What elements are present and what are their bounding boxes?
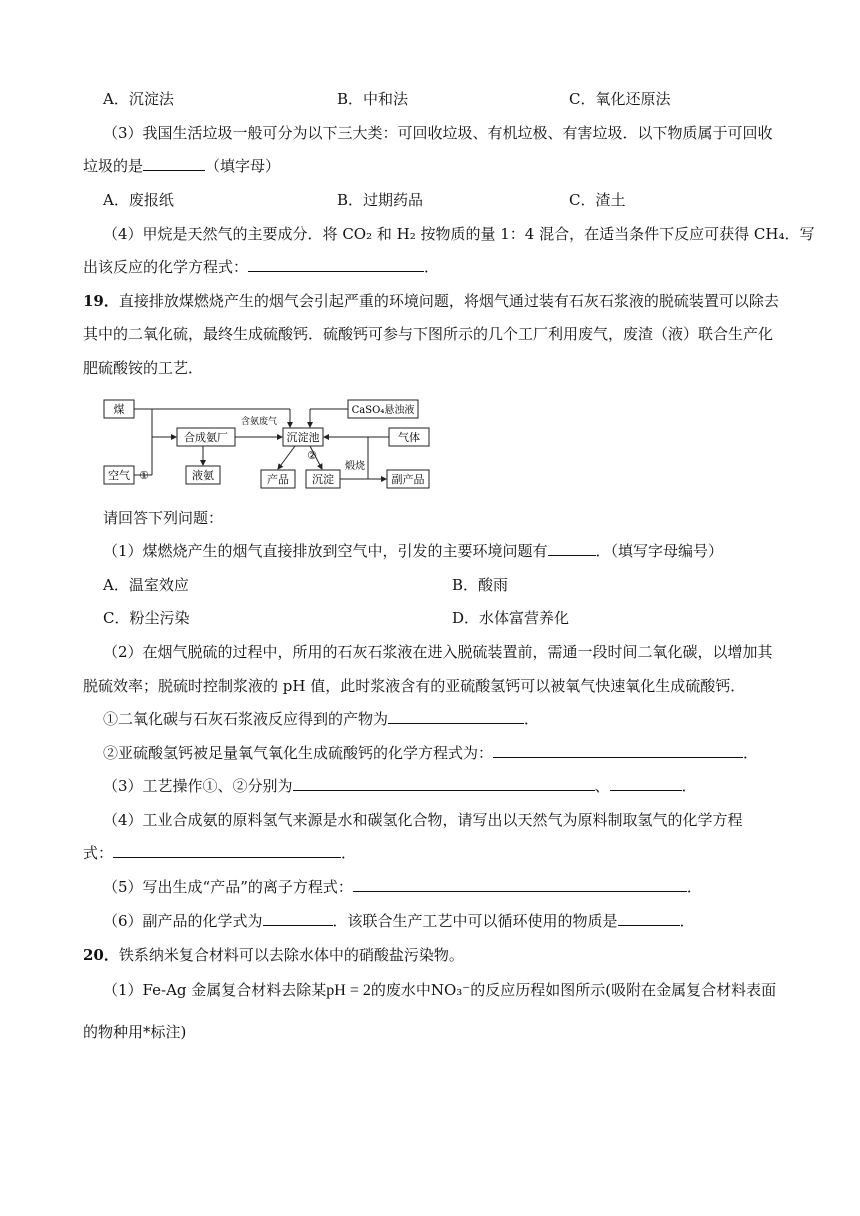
q19-opt1-c: C．粉尘污染 xyxy=(103,609,190,627)
q18-part3-prefix: 垃圾的是 xyxy=(83,157,144,175)
q19-part1-prefix: （1）煤燃烧产生的烟气直接排放到空气中，引发的主要环境问题有 xyxy=(103,542,548,560)
q19-part4-prefix: 式： xyxy=(83,844,114,862)
q20-part1-line2: 的物种用*标注) xyxy=(83,1023,187,1041)
q18-part4-line2 xyxy=(83,257,439,277)
q19-part4-period: ． xyxy=(341,844,357,862)
q19-part6 xyxy=(103,911,695,931)
q19-part6-text1: （6）副产品的化学式为 xyxy=(103,912,263,930)
q19-part1-suffix: ．（填写字母编号） xyxy=(595,542,724,560)
q19-part2-sub2-blank[interactable] xyxy=(493,743,743,758)
q18-part3-line2 xyxy=(83,156,280,176)
q19-part2-line1: （2）在烟气脱硫的过程中，所用的石灰石浆液在进入脱硫装置前，需通一段时间二氧化碳，以增加其 xyxy=(103,643,773,661)
q19-part2-sub1-text: ①二氧化碳与石灰石浆液反应得到的产物为 xyxy=(103,710,389,728)
circle1-label: ① xyxy=(139,469,149,482)
q19-part1 xyxy=(103,541,723,561)
q19-part5-blank[interactable] xyxy=(353,877,687,892)
q19-part2-sub1-blank[interactable] xyxy=(388,709,524,724)
q20-part1-no3: NO₃⁻ xyxy=(430,981,471,999)
air-label: 空气 xyxy=(108,469,130,482)
q19-part3-blank1[interactable] xyxy=(293,776,595,791)
q20-line1 xyxy=(83,945,464,965)
q18-opt2-b: B．中和法 xyxy=(337,90,409,108)
q19-part2-sub2-period: ． xyxy=(743,744,759,762)
product-label: 产品 xyxy=(267,473,289,486)
q19-part6-blank1[interactable] xyxy=(263,911,333,926)
q18-opt3-c: C．渣土 xyxy=(569,191,626,209)
caso4-label: CaSO₄悬浊液 xyxy=(351,405,415,416)
q19-number: 19． xyxy=(83,292,119,310)
q18-part4-prefix: 出该反应的化学方程式： xyxy=(83,258,249,276)
q19-part5-period: ． xyxy=(686,878,702,896)
q18-part4-line1: （4）甲烷是天然气的主要成分．将 CO₂ 和 H₂ 按物质的量 1：4 混合，在适当条件下反应可获得 CH₄．写 xyxy=(103,225,815,243)
q18-part3-suffix: （填字母） xyxy=(205,157,281,175)
q20-stem: 铁系纳米复合材料可以去除水体中的硝酸盐污染物。 xyxy=(118,946,464,964)
q18-part4-suffix: ． xyxy=(424,258,440,276)
q18-opt3-a: A．废报纸 xyxy=(103,191,174,209)
q20-part1-text3: 的反应历程如图所示(吸附在金属复合材料表面 xyxy=(470,981,777,999)
q19-part2-sub1-period: ． xyxy=(524,710,540,728)
q19-part6-period: ． xyxy=(679,912,695,930)
q19-part3-period: ． xyxy=(681,777,697,795)
q19-stem-line1: 直接排放煤燃烧产生的烟气会引起严重的环境问题，将烟气通过装有石灰石浆液的脱硫装置可以除去 xyxy=(118,292,779,310)
ammonia-plant-label: 合成氨厂 xyxy=(184,431,228,444)
gas-label: 气体 xyxy=(398,431,420,444)
liquid-ammonia-label: 液氨 xyxy=(192,469,214,482)
q19-opt1-d: D．水体富营养化 xyxy=(452,609,570,627)
q19-part4-blank[interactable] xyxy=(113,843,341,858)
q20-part1-text2: 的废水中 xyxy=(370,981,431,999)
q19-part4-line1: （4）工业合成氨的原料氢气来源是水和碳氢化合物，请写出以天然气为原料制取氢气的化学方程 xyxy=(103,811,743,829)
q19-stem-line3: 肥硫酸铵的工艺． xyxy=(83,359,204,377)
calcine-label: 煅烧 xyxy=(345,461,365,472)
q19-stem-line2: 其中的二氧化硫，最终生成硫酸钙．硫酸钙可参与下图所示的几个工厂利用废气，废渣（液）联合生产化 xyxy=(83,325,774,343)
ammonia-gas-label: 含氨废气 xyxy=(240,417,278,427)
q19-opt1-b: B．酸雨 xyxy=(452,576,509,594)
q19-part2-line2: 脱硫效率；脱硫时控制浆液的 pH 值，此时浆液含有的亚硫酸氢钙可以被氧气快速氧化生成硫酸钙． xyxy=(83,677,746,695)
q19-part1-answer-blank[interactable] xyxy=(548,541,596,556)
q19-line1 xyxy=(83,291,779,311)
q19-part3-text: （3）工艺操作①、②分别为 xyxy=(103,777,293,795)
q19-part3-blank2[interactable] xyxy=(610,776,682,791)
q19-prompt: 请回答下列问题： xyxy=(103,509,224,527)
q19-process-diagram xyxy=(100,396,430,492)
q18-part3-line1: （3）我国生活垃圾一般可分为以下三大类：可回收垃圾、有机垃极、有害垃圾．以下物质属于可回收 xyxy=(103,124,773,142)
q19-part3-sep: 、 xyxy=(594,777,610,795)
q18-part4-answer-blank[interactable] xyxy=(248,257,424,272)
q19-part4-line2 xyxy=(83,843,356,863)
coal-label: 煤 xyxy=(113,403,125,416)
q20-part1-ph: pH = 2 xyxy=(326,982,371,999)
byproduct-label: 副产品 xyxy=(391,473,425,486)
q19-opt1-a: A．温室效应 xyxy=(103,576,189,594)
q20-number: 20． xyxy=(83,946,119,964)
arrow-tank-to-product xyxy=(278,446,295,469)
q19-part6-blank2[interactable] xyxy=(618,911,680,926)
precipitate-label: 沉淀 xyxy=(312,473,334,486)
tank-label: 沉淀池 xyxy=(286,431,320,444)
q19-part6-text2: ．该联合生产工艺中可以循环使用的物质是 xyxy=(332,912,618,930)
q19-part2-sub1 xyxy=(103,709,539,729)
q20-part1-line1 xyxy=(103,980,776,1001)
circle2-label: ② xyxy=(307,449,317,462)
q19-part5-text: （5）写出生成“产品”的离子方程式： xyxy=(103,878,353,896)
q19-part3 xyxy=(103,776,697,796)
q18-opt2-a: A．沉淀法 xyxy=(103,90,174,108)
q19-part5 xyxy=(103,877,702,897)
q19-part2-sub2-text: ②亚硫酸氢钙被足量氧气氧化生成硫酸钙的化学方程式为： xyxy=(103,744,494,762)
q18-opt3-b: B．过期药品 xyxy=(337,191,424,209)
q18-opt2-c: C．氧化还原法 xyxy=(569,90,671,108)
q18-part3-answer-blank[interactable] xyxy=(143,156,205,171)
q20-part1-text1: （1）Fe-Ag 金属复合材料去除某 xyxy=(103,981,327,999)
q19-part2-sub2 xyxy=(103,743,758,763)
